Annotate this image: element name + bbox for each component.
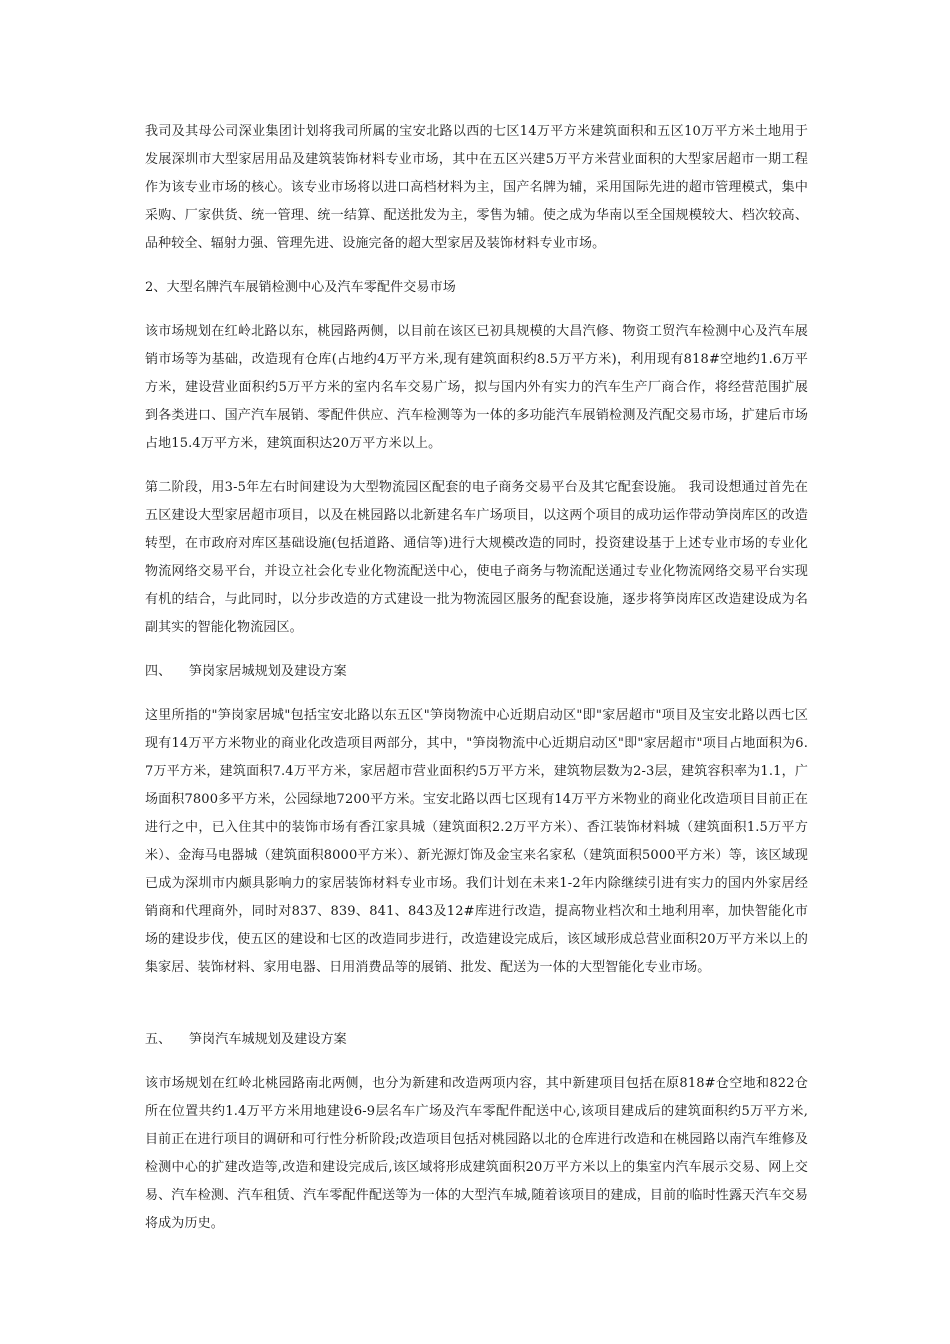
document-page [145, 118, 808, 1238]
heading-auto-market: 2、大型名牌汽车展销检测中心及汽车零配件交易市场 [145, 280, 456, 295]
paragraph-home-market: 我司及其母公司深业集团计划将我司所属的宝安北路以西的七区14万平方米建筑面积和五区10万平方米土地用于发展深圳市大型家居用品及建筑装饰材料专业市场，其中在五区兴建5万平方米营业面积的大型家居超市一期工程作为该专业市场的核心。该专业市场将以进口高档材料为主，国产名牌为辅，采用国际先进的超市管理模式，集中采购、厂家供货、统一管理、统一结算、配送批发为主，零售为辅。使之成为华南以至全国规模较大、档次较高、品种较全、辐射力强、管理先进、设施完备的超大型家居及装饰材料专业市场。 [145, 124, 808, 251]
heading-number: 四、 [145, 664, 172, 679]
paragraph-home-city: 这里所指的"笋岗家居城"包括宝安北路以东五区"笋岗物流中心近期启动区"即"家居超市"项目及宝安北路以西七区现有14万平方米物业的商业化改造项目两部分，其中，"笋岗物流中心近期启动区"即"家居超市"项目占地面积为6.7万平方米，建筑面积7.4万平方米，家居超市营业面积约5万平方米，建筑物层数为2-3层，建筑容积率为1.1，广场面积7800多平方米，公园绿地7200平方米。宝安北路以西七区现有14万平方米物业的商业化改造项目目前正在进行之中，已入住其中的装饰市场有香江家具城（建筑面积2.2万平方米）、香江装饰材料城（建筑面积1.5万平方米）、金海马电器城（建筑面积8000平方米）、新光源灯饰及金宝来名家私（建筑面积5000平方米）等，该区域现已成为深圳市内颇具影响力的家居装饰材料专业市场。我们计划在未来1-2年内除继续引进有实力的国内外家居经销商和代理商外，同时对837、839、841、843及12#库进行改造，提高物业档次和土地利用率，加快智能化市场的建设步伐，使五区的建设和七区的改造同步进行，改造建设完成后，该区域形成总营业面积20万平方米以上的集家居、装饰材料、家用电器、日用消费品等的展销、批发、配送为一体的大型智能化专业市场。 [145, 708, 808, 975]
heading-text: 笋岗家居城规划及建设方案 [189, 664, 347, 679]
heading-auto-city [145, 1026, 808, 1054]
paragraph-phase-two: 第二阶段，用3-5年左右时间建设为大型物流园区配套的电子商务交易平台及其它配套设施。 我司设想通过首先在五区建设大型家居超市项目，以及在桃园路以北新建名车广场项目，以这两个项目的成功运作带动笋岗库区的改造转型，在市政府对库区基础设施(包括道路、通信等)进行大规模改造的同时，投资建设基于上述专业市场的专业化物流网络交易平台，并设立社会化专业化物流配送中心，使电子商务与物流配送通过专业化物流网络交易平台实现有机的结合，与此同时，以分步改造的方式建设一批为物流园区服务的配套设施，逐步将笋岗库区改造建设成为名副其实的智能化物流园区。 [145, 480, 808, 635]
paragraph-auto-market: 该市场规划在红岭北路以东，桃园路两侧，以目前在该区已初具规模的大昌汽修、物资工贸汽车检测中心及汽车展销市场等为基础，改造现有仓库(占地约4万平方米,现有建筑面积约8.5万平方米)，利用现有818#空地约1.6万平方米，建设营业面积约5万平方米的室内名车交易广场，拟与国内外有实力的汽车生产厂商合作，将经营范围扩展到各类进口、国产汽车展销、零配件供应、汽车检测等为一体的多功能汽车展销检测及汽配交易市场，扩建后市场占地15.4万平方米，建筑面积达20万平方米以上。 [145, 324, 808, 451]
heading-text: 笋岗汽车城规划及建设方案 [189, 1032, 347, 1047]
paragraph-auto-city: 该市场规划在红岭北桃园路南北两侧，也分为新建和改造两项内容，其中新建项目包括在原818#仓空地和822仓所在位置共约1.4万平方米用地建设6-9层名车广场及汽车零配件配送中心,该项目建成后的建筑面积约5万平方米,目前正在进行项目的调研和可行性分析阶段;改造项目包括对桃园路以北的仓库进行改造和在桃园路以南汽车维修及检测中心的扩建改造等,改造和建设完成后,该区域将形成建筑面积20万平方米以上的集室内汽车展示交易、网上交易、汽车检测、汽车租赁、汽车零配件配送等为一体的大型汽车城,随着该项目的建成，目前的临时性露天汽车交易将成为历史。 [145, 1076, 808, 1231]
heading-number: 五、 [145, 1032, 172, 1047]
heading-home-city [145, 658, 808, 686]
